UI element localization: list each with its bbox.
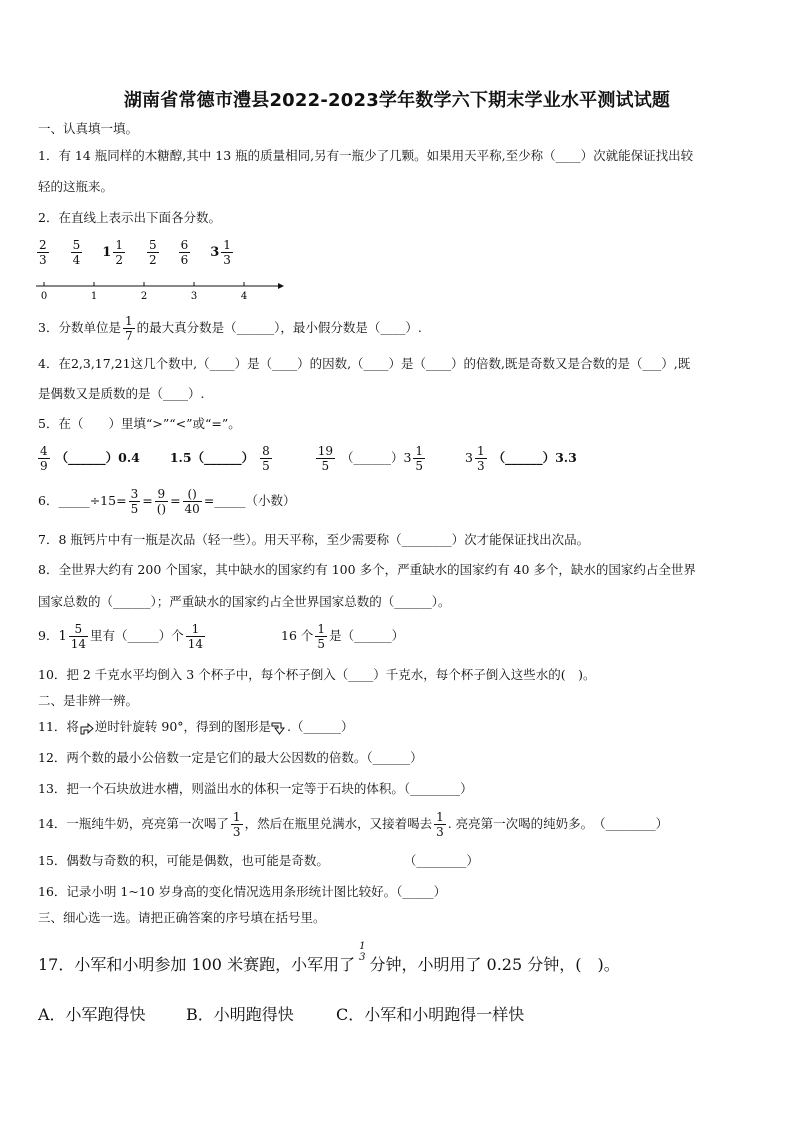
fraction-denominator: 3 bbox=[359, 952, 366, 963]
fraction-denominator: 7 bbox=[124, 329, 133, 343]
question-17 bbox=[38, 941, 620, 975]
fraction-denominator: 3 bbox=[476, 459, 485, 473]
question-11-text-b: 逆时针旋转 90°，得到的图形是 bbox=[94, 719, 272, 734]
q5-item2-fraction bbox=[260, 444, 272, 473]
question-17-option-a: A．小军跑得快 bbox=[38, 1005, 146, 1024]
q5-item3-text: （______）3 bbox=[340, 450, 412, 465]
fraction-numerator: 1 bbox=[436, 810, 444, 824]
fraction bbox=[179, 238, 191, 267]
fraction-denominator: 2 bbox=[148, 253, 157, 267]
question-2: 2．在直线上表示出下面各分数。 bbox=[38, 210, 221, 225]
question-9-text-d: 是（______） bbox=[329, 628, 405, 643]
fraction-denominator: 5 bbox=[262, 459, 270, 473]
fraction-denominator: 6 bbox=[180, 253, 189, 267]
fraction-numerator: 1 bbox=[124, 314, 133, 328]
section-2-heading: 二、是非辨一辨。 bbox=[38, 693, 139, 708]
question-11-text-a: 11．将 bbox=[38, 719, 79, 734]
question-14-fraction-2 bbox=[434, 810, 446, 839]
fraction-numerator: () bbox=[183, 487, 202, 502]
question-14-fraction-1 bbox=[231, 810, 243, 839]
question-15: 15．偶数与奇数的积，可能是偶数，也可能是奇数。 （________） bbox=[38, 853, 479, 868]
fraction bbox=[221, 238, 233, 267]
question-9-text-b: 里有（_____）个 bbox=[90, 628, 184, 643]
question-17-text-a: 17．小军和小明参加 100 米赛跑，小军用了 bbox=[38, 955, 356, 974]
fraction-denominator: 4 bbox=[72, 253, 81, 267]
fraction-denominator: 3 bbox=[39, 253, 47, 267]
q5-item4-fraction bbox=[475, 444, 487, 473]
question-1-line-1: 1．有 14 瓶同样的木糖醇,其中 13 瓶的质量相同,另有一瓶少了几颗。如果用天平称,至少称（____）次就能保证找出较 bbox=[38, 148, 694, 163]
fraction-denominator: () bbox=[156, 502, 167, 516]
question-9 bbox=[38, 622, 404, 651]
question-5-items bbox=[36, 444, 577, 473]
fraction-denominator: 5 bbox=[415, 459, 424, 473]
fraction-numerator: 1 bbox=[232, 810, 241, 824]
question-7: 7．8 瓶钙片中有一瓶是次品（轻一些）。用天平称，至少需要称（________）次才能保证找出次品。 bbox=[38, 532, 590, 547]
fraction-denominator: 3 bbox=[223, 253, 231, 267]
question-17-fraction bbox=[357, 941, 367, 963]
question-1-line-2: 轻的这瓶来。 bbox=[38, 179, 114, 194]
question-9-fraction-2 bbox=[186, 622, 205, 651]
number-line-arrow bbox=[278, 283, 284, 289]
fraction-denominator: 3 bbox=[436, 825, 444, 839]
number-line-tick-label: 0 bbox=[40, 291, 48, 302]
fraction-numerator: 19 bbox=[317, 444, 333, 458]
fraction bbox=[147, 238, 159, 267]
question-9-int: 1 bbox=[58, 628, 67, 644]
section-1-heading: 一、认真填一填。 bbox=[38, 121, 139, 136]
question-17-text-b: 分钟，小明用了 0.25 分钟，( )。 bbox=[369, 955, 620, 974]
question-2-fractions bbox=[35, 238, 241, 267]
question-6-text-b: =_____（小数） bbox=[203, 493, 296, 508]
fraction-numerator: 5 bbox=[72, 238, 81, 252]
question-6-fraction-1 bbox=[129, 487, 141, 516]
number-line-ticks bbox=[41, 282, 247, 302]
q2-fraction-4 bbox=[145, 238, 167, 267]
question-17-option-c: C．小军和小明跑得一样快 bbox=[336, 1005, 525, 1024]
question-3-text-b: 的最大真分数是（______），最小假分数是（____）. bbox=[136, 320, 422, 335]
question-6: 6．_____÷15= $\frac{3}{5}$ = $\frac{9}{()}$ = $\frac{()}{40}$ =_____（小数） bbox=[38, 487, 296, 516]
q2-fraction-5 bbox=[177, 238, 199, 267]
fraction bbox=[113, 238, 125, 267]
rotated-arrow-shape-icon bbox=[271, 721, 287, 735]
fraction-numerator: 1 bbox=[317, 622, 326, 636]
question-8-line-2: 国家总数的（______）；严重缺水的国家约占全世界国家总数的（______）。 bbox=[38, 594, 451, 609]
fraction-numerator: 1 bbox=[359, 941, 366, 952]
fraction-numerator: 1 bbox=[186, 622, 205, 637]
question-14-text-a: 14．一瓶纯牛奶，亮亮第一次喝了 bbox=[38, 816, 229, 831]
fraction-denominator: 2 bbox=[115, 253, 123, 267]
q5-item4-int: 3 bbox=[465, 450, 473, 465]
question-13: 13．把一个石块放进水槽，则溢出水的体积一定等于石块的体积。（________） bbox=[38, 781, 473, 796]
q2-fraction-2 bbox=[69, 238, 91, 267]
fraction-integer-part: 3 bbox=[210, 245, 220, 260]
question-4-line-1: 4．在2,3,17,21这几个数中,（____）是（____）的因数,（____）是（____）的倍数,既是奇数又是合数的是（___）,既 bbox=[38, 356, 691, 371]
fraction-denominator: 9 bbox=[40, 459, 48, 473]
question-11 bbox=[38, 719, 354, 735]
fraction-numerator: 8 bbox=[262, 444, 270, 458]
number-line-tick-label: 3 bbox=[190, 291, 198, 302]
q2-fraction-1 bbox=[35, 238, 57, 267]
question-6-fraction-2 bbox=[155, 487, 168, 516]
q2-fraction-6 bbox=[210, 238, 241, 267]
question-9-number: 9． bbox=[38, 628, 59, 643]
question-10: 10．把 2 千克水平均倒入 3 个杯子中，每个杯子倒入（____）千克水，每个杯子倒入这些水的( )。 bbox=[38, 667, 596, 682]
q5-item3-fraction-2 bbox=[413, 444, 425, 473]
question-6-fraction-3 bbox=[183, 487, 202, 516]
number-line bbox=[32, 280, 292, 304]
arrow-shape-icon bbox=[79, 721, 95, 735]
question-16: 16．记录小明 1~10 岁身高的变化情况选用条形统计图比较好。（_____） bbox=[38, 884, 447, 899]
fraction-denominator: 5 bbox=[317, 637, 326, 651]
q5-item2-text: 1.5（______） bbox=[169, 450, 255, 465]
fraction-numerator: 1 bbox=[115, 238, 123, 252]
fraction-numerator: 1 bbox=[223, 238, 231, 252]
q5-item4-text: （______）3.3 bbox=[492, 450, 577, 465]
fraction-numerator: 3 bbox=[130, 487, 139, 501]
number-line-tick-label: 4 bbox=[240, 291, 248, 302]
question-14-text-c: . 亮亮第一次喝的纯奶多。 （________） bbox=[447, 816, 669, 831]
fraction-numerator: 1 bbox=[476, 444, 485, 458]
section-3-heading: 三、细心选一选。请把正确答案的序号填在括号里。 bbox=[38, 910, 326, 925]
q5-item3-fraction bbox=[316, 444, 335, 473]
page-title: 湖南省常德市澧县2022-2023学年数学六下期末学业水平测试试题 bbox=[123, 90, 671, 111]
q5-item1-fraction bbox=[38, 444, 50, 473]
fraction-denominator: 5 bbox=[130, 502, 139, 516]
question-3-fraction bbox=[123, 314, 135, 343]
question-3-text-a: 3．分数单位是 bbox=[38, 320, 121, 335]
question-5: 5．在（ ）里填“>”“<”或“=”。 bbox=[38, 416, 241, 431]
question-12: 12．两个数的最小公倍数一定是它们的最大公因数的倍数。（______） bbox=[38, 750, 423, 765]
number-line-tick-label: 2 bbox=[140, 291, 148, 302]
fraction-denominator: 40 bbox=[184, 502, 200, 516]
question-17-option-b: B．小明跑得快 bbox=[186, 1005, 294, 1024]
fraction-numerator: 6 bbox=[180, 238, 189, 252]
question-8-line-1: 8．全世界大约有 200 个国家，其中缺水的国家约有 100 多个，严重缺水的国家约有 40 多个，缺水的国家约占全世界 bbox=[38, 562, 696, 577]
fraction-numerator: 1 bbox=[415, 444, 424, 458]
fraction-denominator: 3 bbox=[232, 825, 241, 839]
question-11-text-c: .（______） bbox=[287, 719, 354, 734]
question-14-text-b: ，然后在瓶里兑满水，又接着喝去 bbox=[244, 816, 433, 831]
fraction bbox=[71, 238, 83, 267]
q5-item1-text: （______）0.4 bbox=[55, 450, 140, 465]
question-3 bbox=[38, 314, 422, 343]
fraction-denominator: 14 bbox=[70, 637, 87, 651]
fraction-numerator: 5 bbox=[148, 238, 157, 252]
question-4-line-2: 是偶数又是质数的是（____）. bbox=[38, 386, 205, 401]
fraction-numerator: 2 bbox=[39, 238, 47, 252]
fraction-numerator: 9 bbox=[155, 487, 168, 502]
question-6-text-a: 6．_____÷15= bbox=[38, 493, 127, 508]
q2-fraction-3 bbox=[102, 238, 133, 267]
question-9-fraction-1 bbox=[69, 622, 88, 651]
fraction-numerator: 5 bbox=[69, 622, 88, 637]
question-9-fraction-3 bbox=[315, 622, 327, 651]
question-9-text-c: 16 个 bbox=[281, 628, 314, 643]
fraction-numerator: 4 bbox=[40, 444, 48, 458]
question-14 bbox=[38, 810, 668, 839]
number-line-tick-label: 1 bbox=[90, 291, 98, 302]
fraction-denominator: 14 bbox=[187, 637, 204, 651]
fraction bbox=[37, 238, 49, 267]
fraction-denominator: 5 bbox=[321, 459, 330, 473]
fraction-integer-part: 1 bbox=[102, 245, 112, 260]
